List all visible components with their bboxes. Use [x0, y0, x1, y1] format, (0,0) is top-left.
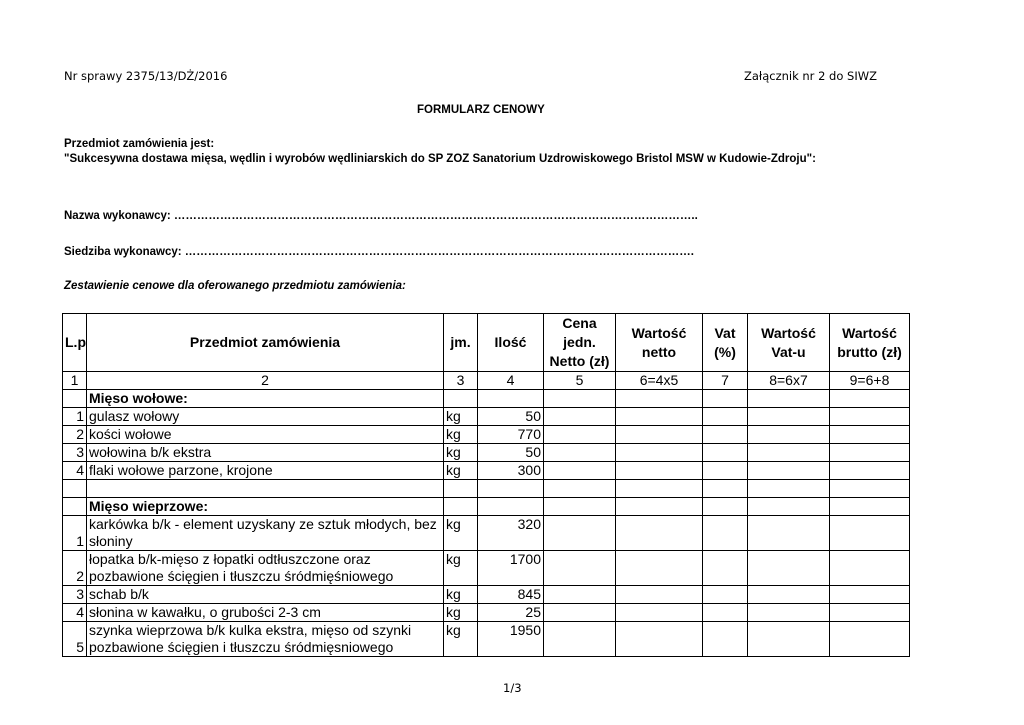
row-quantity: 25 — [478, 604, 544, 622]
row-unit: kg — [444, 604, 478, 622]
header-line: Vat-u — [771, 343, 806, 360]
empty-cell — [478, 480, 544, 498]
row-quantity: 845 — [478, 586, 544, 604]
empty-cell — [444, 480, 478, 498]
col-header-unit-price — [544, 314, 616, 372]
row-lp: 5 — [63, 622, 87, 657]
header-line: Vat — [714, 324, 736, 341]
net-value-cell[interactable] — [616, 444, 703, 462]
header-line: netto — [641, 343, 677, 360]
row-unit: kg — [444, 516, 478, 551]
subject-label: Przedmiot zamówienia jest: — [64, 138, 215, 150]
empty-cell — [703, 480, 748, 498]
gross-value-cell[interactable] — [830, 622, 910, 657]
unit-price-cell[interactable] — [544, 604, 616, 622]
column-number: 4 — [478, 372, 544, 390]
subject-text: "Sukcesywna dostawa mięsa, wędlin i wyrobów wędliniarskich do SP ZOZ Sanatorium Uzdrowiskowego Bristol MSW w Kudowie-Zdroju": — [64, 153, 816, 165]
table-row — [63, 604, 910, 622]
vat-value-cell[interactable] — [748, 462, 830, 480]
empty-cell — [748, 498, 830, 516]
row-unit: kg — [444, 586, 478, 604]
empty-cell — [63, 390, 87, 408]
table-body — [63, 390, 910, 657]
col-header-item: Przedmiot zamówienia — [87, 314, 444, 372]
row-item-name: gulasz wołowy — [87, 408, 444, 426]
row-quantity: 320 — [478, 516, 544, 551]
header-line: Cena jedn. — [562, 315, 597, 350]
unit-price-cell[interactable] — [544, 516, 616, 551]
gross-value-cell[interactable] — [830, 586, 910, 604]
row-lp: 4 — [63, 604, 87, 622]
col-header-vat — [703, 314, 748, 372]
row-item-name: schab b/k — [87, 586, 444, 604]
table-row — [63, 551, 910, 586]
table-row — [63, 622, 910, 657]
unit-price-cell[interactable] — [544, 426, 616, 444]
row-item-name: wołowina b/k ekstra — [87, 444, 444, 462]
net-value-cell[interactable] — [616, 622, 703, 657]
row-unit: kg — [444, 426, 478, 444]
empty-cell — [478, 390, 544, 408]
vat-rate-cell[interactable] — [703, 426, 748, 444]
vat-rate-cell[interactable] — [703, 444, 748, 462]
row-unit: kg — [444, 462, 478, 480]
vat-value-cell[interactable] — [748, 586, 830, 604]
column-number-row — [63, 372, 910, 390]
empty-cell — [830, 480, 910, 498]
gross-value-cell[interactable] — [830, 444, 910, 462]
section-row — [63, 390, 910, 408]
row-item-name: szynka wieprzowa b/k kulka ekstra, mięso od szynki pozbawione ścięgien i tłuszczu śródmięsniowego — [87, 622, 444, 657]
empty-cell — [616, 480, 703, 498]
unit-price-cell[interactable] — [544, 444, 616, 462]
empty-cell — [616, 390, 703, 408]
header-line: brutto (zł) — [837, 343, 902, 360]
header-line: Wartość — [631, 324, 687, 341]
row-lp: 3 — [63, 444, 87, 462]
net-value-cell[interactable] — [616, 516, 703, 551]
header-line: Wartość — [842, 324, 897, 341]
empty-cell — [544, 390, 616, 408]
column-number: 6=4x5 — [616, 372, 703, 390]
column-number: 3 — [444, 372, 478, 390]
net-value-cell[interactable] — [616, 551, 703, 586]
empty-cell — [544, 498, 616, 516]
net-value-cell[interactable] — [616, 586, 703, 604]
row-lp: 2 — [63, 551, 87, 586]
row-quantity: 770 — [478, 426, 544, 444]
vat-rate-cell[interactable] — [703, 516, 748, 551]
row-item-name: słonina w kawałku, o grubości 2-3 cm — [87, 604, 444, 622]
empty-cell — [616, 498, 703, 516]
row-quantity: 1700 — [478, 551, 544, 586]
empty-cell — [444, 390, 478, 408]
empty-cell — [703, 498, 748, 516]
vat-value-cell[interactable] — [748, 444, 830, 462]
table-row — [63, 426, 910, 444]
summary-heading: Zestawienie cenowe dla oferowanego przedmiotu zamówienia: — [64, 280, 406, 292]
gross-value-cell[interactable] — [830, 604, 910, 622]
header-line: (%) — [714, 343, 736, 360]
empty-cell — [444, 498, 478, 516]
gross-value-cell[interactable] — [830, 426, 910, 444]
section-title: Mięso wieprzowe: — [87, 498, 444, 516]
table-row — [63, 516, 910, 551]
vat-rate-cell[interactable] — [703, 551, 748, 586]
row-lp: 2 — [63, 426, 87, 444]
gross-value-cell[interactable] — [830, 551, 910, 586]
col-header-vat-value — [748, 314, 830, 372]
row-quantity: 50 — [478, 408, 544, 426]
row-lp: 1 — [63, 516, 87, 551]
empty-cell — [63, 498, 87, 516]
col-header-qty: Ilość — [478, 314, 544, 372]
col-header-lp: L.p — [63, 314, 87, 372]
vat-value-cell[interactable] — [748, 551, 830, 586]
net-value-cell[interactable] — [616, 604, 703, 622]
empty-cell — [63, 480, 87, 498]
column-number: 7 — [703, 372, 748, 390]
column-number: 8=6x7 — [748, 372, 830, 390]
table-row — [63, 462, 910, 480]
vat-value-cell[interactable] — [748, 516, 830, 551]
table-row — [63, 408, 910, 426]
table-header-row — [63, 314, 910, 372]
header-line: Netto (zł) — [549, 353, 610, 369]
empty-cell — [87, 480, 444, 498]
spacer-row — [63, 480, 910, 498]
vat-value-cell[interactable] — [748, 426, 830, 444]
row-unit: kg — [444, 408, 478, 426]
empty-cell — [703, 390, 748, 408]
table-row — [63, 586, 910, 604]
vat-value-cell[interactable] — [748, 408, 830, 426]
vat-rate-cell[interactable] — [703, 604, 748, 622]
net-value-cell[interactable] — [616, 426, 703, 444]
empty-cell — [830, 498, 910, 516]
vat-rate-cell[interactable] — [703, 586, 748, 604]
row-item-name: karkówka b/k - element uzyskany ze sztuk młodych, bez słoniny — [87, 516, 444, 551]
row-unit: kg — [444, 444, 478, 462]
vat-rate-cell[interactable] — [703, 622, 748, 657]
empty-cell — [478, 498, 544, 516]
annex-label: Załącznik nr 2 do SIWZ — [744, 69, 877, 83]
row-unit: kg — [444, 622, 478, 657]
col-header-unit: jm. — [444, 314, 478, 372]
page-number: 1/3 — [503, 681, 522, 695]
empty-cell — [830, 390, 910, 408]
section-title: Mięso wołowe: — [87, 390, 444, 408]
column-number: 5 — [544, 372, 616, 390]
unit-price-cell[interactable] — [544, 586, 616, 604]
row-lp: 3 — [63, 586, 87, 604]
column-number: 1 — [63, 372, 87, 390]
unit-price-cell[interactable] — [544, 408, 616, 426]
col-header-net-value — [616, 314, 703, 372]
column-number: 9=6+8 — [830, 372, 910, 390]
header-line: Wartość — [761, 324, 816, 341]
row-unit: kg — [444, 551, 478, 586]
row-lp: 4 — [63, 462, 87, 480]
net-value-cell[interactable] — [616, 408, 703, 426]
row-item-name: łopatka b/k-mięso z łopatki odtłuszczone oraz pozbawione ścięgien i tłuszczu śródmięśniowego — [87, 551, 444, 586]
vat-rate-cell[interactable] — [703, 408, 748, 426]
row-quantity: 1950 — [478, 622, 544, 657]
vat-value-cell[interactable] — [748, 604, 830, 622]
table-row — [63, 444, 910, 462]
empty-cell — [748, 390, 830, 408]
row-quantity: 300 — [478, 462, 544, 480]
gross-value-cell[interactable] — [830, 462, 910, 480]
vat-value-cell[interactable] — [748, 622, 830, 657]
empty-cell — [748, 480, 830, 498]
row-item-name: kości wołowe — [87, 426, 444, 444]
gross-value-cell[interactable] — [830, 408, 910, 426]
section-row — [63, 498, 910, 516]
row-item-name: flaki wołowe parzone, krojone — [87, 462, 444, 480]
unit-price-cell[interactable] — [544, 551, 616, 586]
col-header-gross-value — [830, 314, 910, 372]
contractor-name-line: Nazwa wykonawcy: ……………………………………………………………………………………………………………………….. — [64, 210, 698, 222]
empty-cell — [544, 480, 616, 498]
row-quantity: 50 — [478, 444, 544, 462]
price-table — [62, 313, 910, 657]
document-title: FORMULARZ CENOWY — [417, 104, 545, 116]
column-number: 2 — [87, 372, 444, 390]
unit-price-cell[interactable] — [544, 622, 616, 657]
unit-price-cell[interactable] — [544, 462, 616, 480]
gross-value-cell[interactable] — [830, 516, 910, 551]
vat-rate-cell[interactable] — [703, 462, 748, 480]
row-lp: 1 — [63, 408, 87, 426]
contractor-seat-line: Siedziba wykonawcy: ……………………………………………………………………………………………………………………. — [64, 246, 694, 258]
case-number: Nr sprawy 2375/13/DŻ/2016 — [64, 69, 228, 83]
net-value-cell[interactable] — [616, 462, 703, 480]
